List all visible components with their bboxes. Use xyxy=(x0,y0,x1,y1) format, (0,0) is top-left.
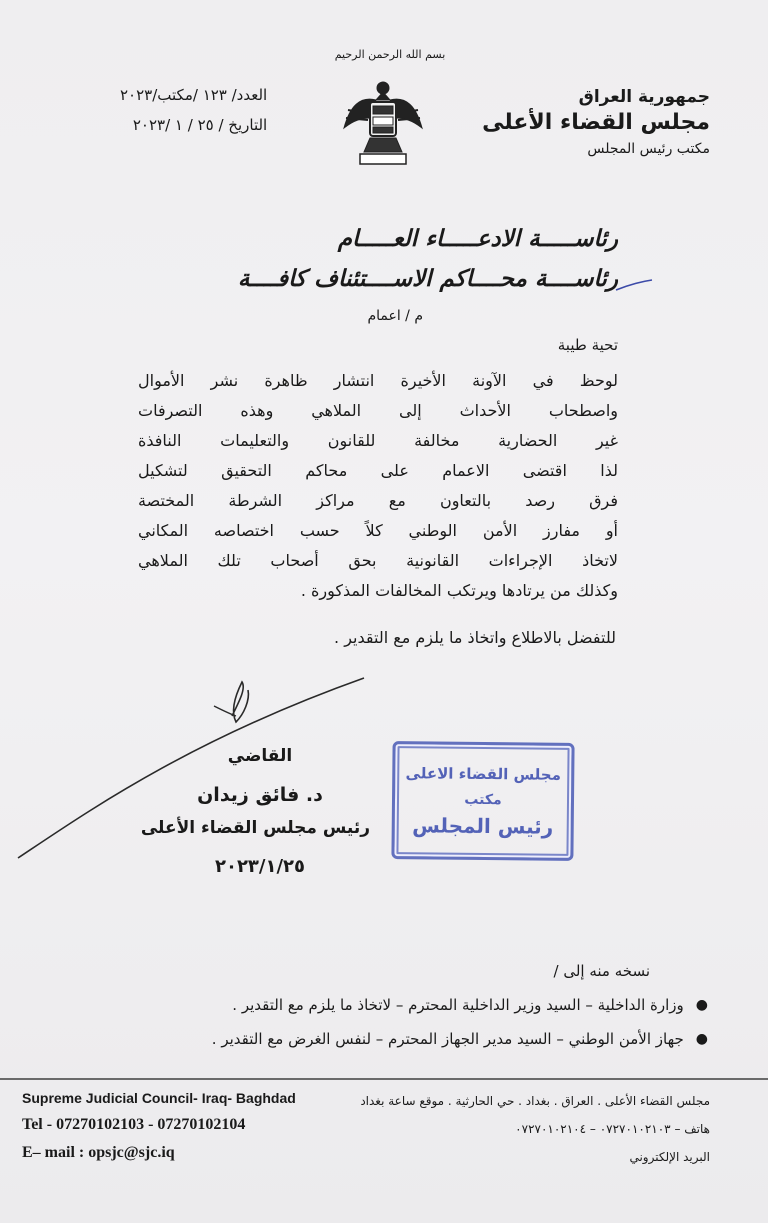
document-number: العدد/ ١٢٣ /مكتب/٢٠٢٣ xyxy=(120,86,268,104)
copies-title: نسخه منه إلى / xyxy=(553,962,650,980)
letter-body xyxy=(138,366,618,606)
document-date: التاريخ / ٢٥ / ١ /٢٠٢٣ xyxy=(132,116,268,134)
letterhead-right xyxy=(482,84,710,162)
signatory-position: رئيس مجلس القضاء الأعلى xyxy=(140,818,370,838)
pen-tick-mark xyxy=(614,276,654,296)
body-line: لاتخاذ الإجراءات القانونية بحق أصحاب تلك الملاهي xyxy=(138,551,618,570)
stamp-line: مجلس القضاء الاعلى xyxy=(405,764,562,784)
footer-phone-ar: هاتف – ٠٧٢٧٠١٠٢١٠٣ – ٠٧٢٧٠١٠٢١٠٤ xyxy=(515,1122,710,1136)
addressee-appeal-courts: رئاســــة محــــاكم الاســــتئناف كافــــة xyxy=(237,266,618,292)
subject-reference: م / اعمام xyxy=(367,308,423,324)
footer-email-ar: البريد الإلكتروني xyxy=(629,1150,710,1164)
footer-council-name-en: Supreme Judicial Council- Iraq- Baghdad xyxy=(22,1090,296,1106)
footer-phone-en: Tel - 07270102103 - 07270102104 xyxy=(22,1116,246,1133)
copy-recipient xyxy=(212,1030,708,1048)
copy-recipient xyxy=(232,996,708,1014)
office-name: مكتب رئيس المجلس xyxy=(587,141,710,157)
footer-address-ar: مجلس القضاء الأعلى . العراق . بغداد . حي الحارثية . موقع ساعة بغداد xyxy=(360,1094,710,1108)
body-line: لوحظ في الآونة الأخيرة انتشار ظاهرة نشر الأموال xyxy=(138,371,618,390)
basmala: بسم الله الرحمن الرحيم xyxy=(334,48,446,61)
body-line: غير الحضارية مخالفة للقانون والتعليمات النافذة xyxy=(138,431,618,450)
footer-email-en: E– mail : opsjc@sjc.iq xyxy=(22,1144,175,1161)
signatory-name: د. فائق زيدان xyxy=(197,784,323,806)
signature-date: ٢٠٢٣/١/٢٥ xyxy=(214,856,306,877)
body-line: فرق رصد بالتعاون مع مراكز الشرطة المختصة xyxy=(138,491,618,510)
bullet-icon: ● xyxy=(695,1031,708,1047)
body-line: لذا اقتضى الاعمام على محاكم التحقيق لتشكيل xyxy=(138,461,618,480)
council-name: مجلس القضاء الأعلى xyxy=(482,110,710,135)
republic-name: جمهورية العراق xyxy=(578,87,710,107)
stamp-line: مكتب xyxy=(464,791,502,809)
bullet-icon: ● xyxy=(695,997,708,1013)
signatory-title: القاضي xyxy=(227,746,293,766)
copy-recipient-text: جهاز الأمن الوطني – السيد مدير الجهاز المحترم – لنفس الغرض مع التقدير . xyxy=(211,1030,684,1048)
office-stamp xyxy=(391,741,574,861)
body-line: وكذلك من يرتادها ويرتكب المخالفات المذكورة . xyxy=(300,581,618,600)
footer-divider xyxy=(0,1078,768,1080)
body-line: واصطحاب الأحداث إلى الملاهي وهذه التصرفات xyxy=(138,401,618,420)
body-line: أو مفارز الأمن الوطني كلاً حسب اختصاصه المكاني xyxy=(138,521,618,540)
stamp-line: رئيس المجلس xyxy=(412,813,554,839)
copy-recipient-text: وزارة الداخلية – السيد وزير الداخلية المحترم – لاتخاذ ما يلزم مع التقدير . xyxy=(232,996,684,1014)
greeting: تحية طيبة xyxy=(557,336,618,354)
addressee-public-prosecution: رئاســـــة الادعـــــاء العـــــام xyxy=(337,226,618,252)
letterhead-left xyxy=(120,80,267,140)
closing-line: للتفضل بالاطلاع واتخاذ ما يلزم مع التقدير . xyxy=(334,628,616,647)
iraq-eagle-emblem-icon xyxy=(340,70,426,170)
handwritten-signature xyxy=(10,670,410,870)
